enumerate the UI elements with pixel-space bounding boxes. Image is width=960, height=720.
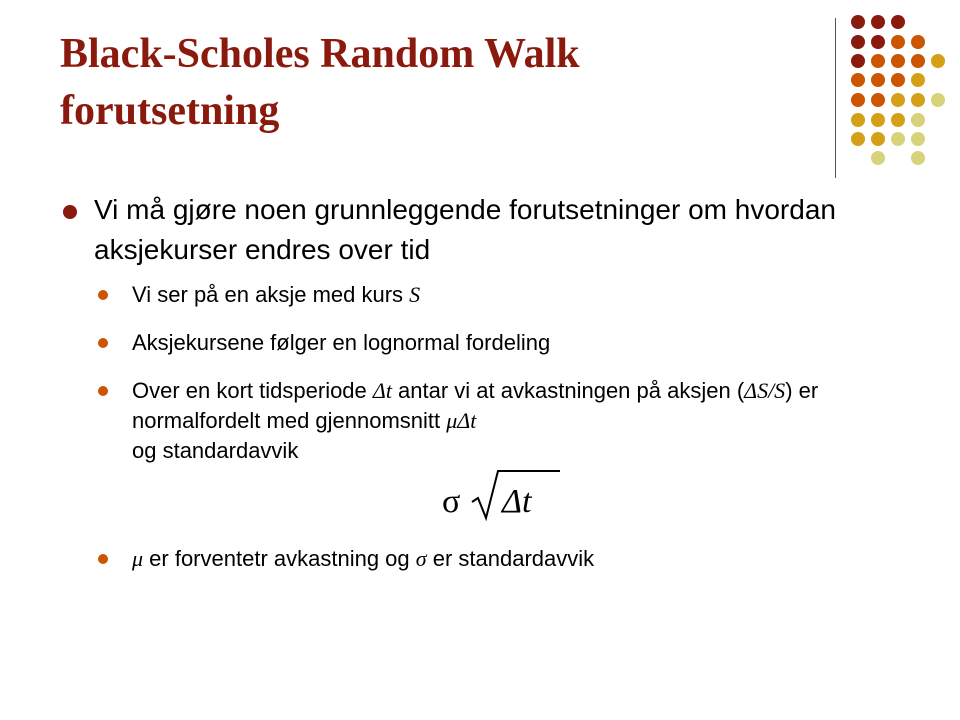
dot [871,35,885,49]
sub-bullet-item [60,544,922,574]
dot [891,93,905,107]
slide-title: Black-Scholes Random Walk forutsetning [60,31,580,134]
dot [891,35,905,49]
dot [871,93,885,107]
dot [871,15,885,29]
sub-bullet-text: Aksjekursene følger en lognormal fordeling [132,330,551,355]
sub-bullet-item [60,376,922,466]
sub-bullet-item [60,280,922,310]
bullet-dot [98,386,108,396]
mean-symbol: μΔt [446,408,477,433]
main-bullet-text: Vi må gjøre noen grunnleggende forutsetninger om hvordan aksjekurser endres over tid [94,194,836,265]
sub-bullet-text: og standardavvik [132,438,299,463]
dot [891,132,905,146]
mu-symbol: μ [132,546,144,571]
sub-bullet-text: ) er normalfordelt med gjennomsnitt [132,378,819,433]
bullet-dot [98,290,108,300]
dot [891,113,905,127]
formula-sigma: σ [442,483,461,520]
decorative-dot-grid [0,0,960,180]
sigma-symbol: σ [415,546,427,571]
formula-radicand: Δt [502,483,532,520]
delta-t-symbol: Δt [372,378,392,403]
dot [911,54,925,68]
dot [911,151,925,165]
dot [871,54,885,68]
bullet-dot [98,338,108,348]
return-ratio-symbol: ΔS/S [744,378,786,403]
dot [851,35,865,49]
sub-bullet-text: Vi ser på en aksje med kurs [132,282,410,307]
dot [871,132,885,146]
dot [931,54,945,68]
dot [891,15,905,29]
sub-bullet-item [60,328,922,358]
dot [911,73,925,87]
dot [911,93,925,107]
main-bullet-item [60,190,920,270]
bullet-dot [98,554,108,564]
dot [851,132,865,146]
dot [851,113,865,127]
dot [891,73,905,87]
sub-bullet-text: er standardavvik [426,546,595,571]
sigma-sqrt-dt-formula [60,468,920,524]
dot [871,151,885,165]
price-symbol: S [409,282,421,307]
sub-bullet-text: Over en kort tidsperiode [132,378,373,403]
dot [891,54,905,68]
slide-content [60,190,920,592]
dot [851,15,865,29]
dot [851,93,865,107]
dot [871,73,885,87]
sub-bullet-text: er forventetr avkastning og [143,546,416,571]
dot [911,35,925,49]
dot [871,113,885,127]
dot [911,132,925,146]
dot [911,113,925,127]
dot [851,73,865,87]
dot [851,54,865,68]
dot [931,93,945,107]
sub-bullet-text: antar vi at avkastningen på aksjen ( [391,378,745,403]
bullet-dot [63,205,77,219]
